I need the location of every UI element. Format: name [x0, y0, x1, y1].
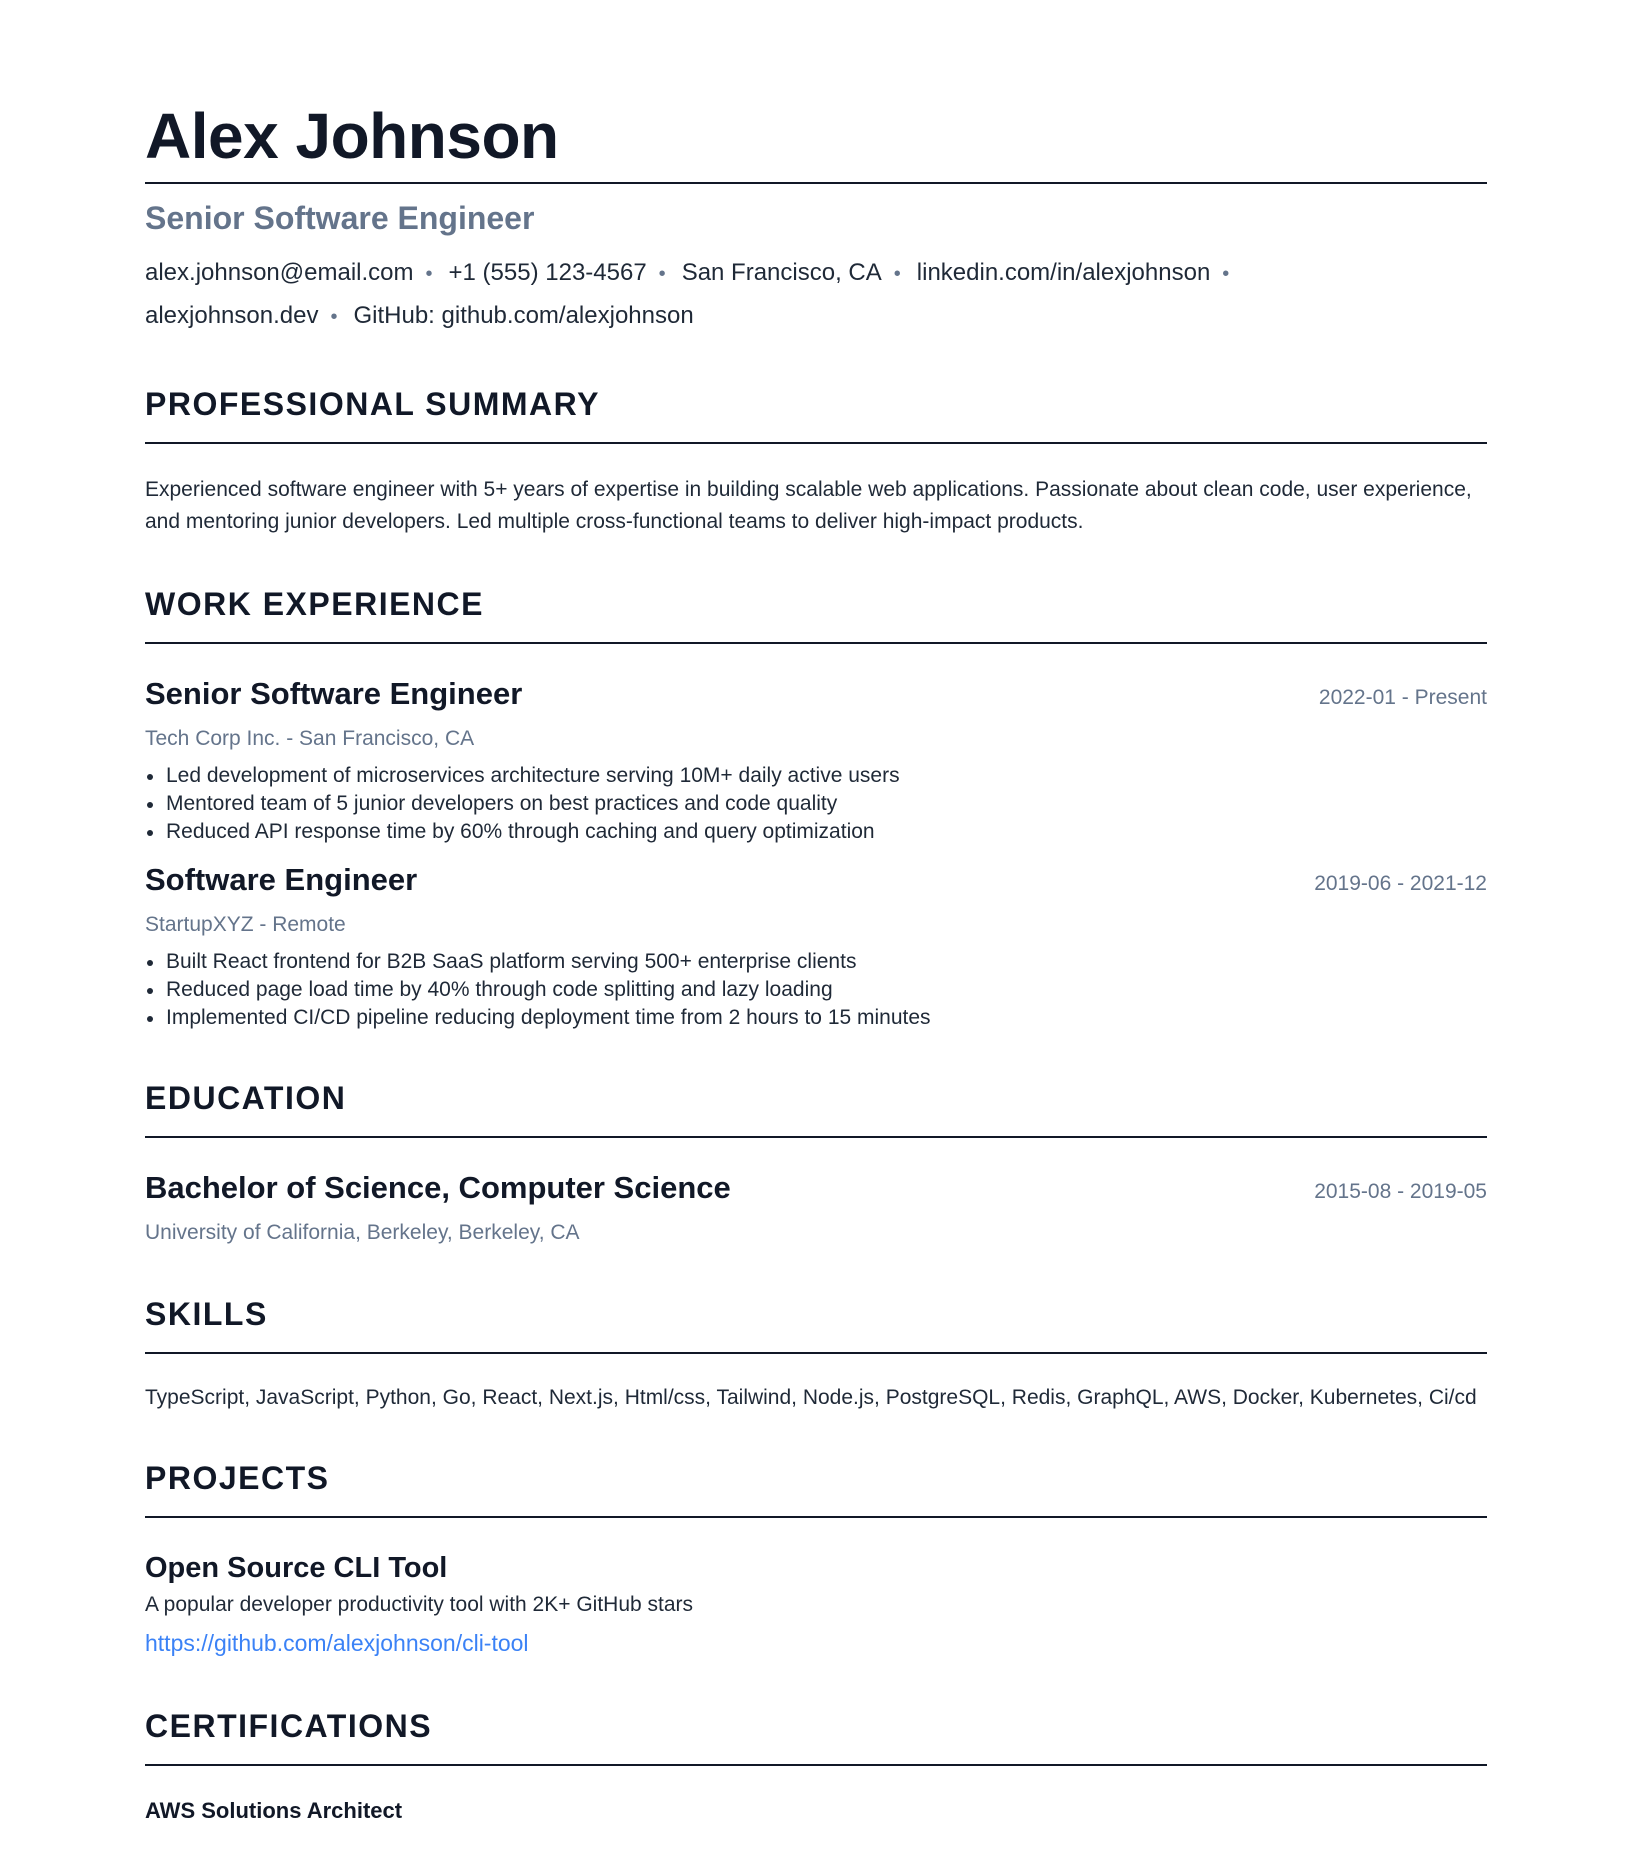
contact-separator: •	[658, 263, 666, 285]
summary-text: Experienced software engineer with 5+ years of expertise in building scalable web applications. Passionate about clean code, user experience, and mentoring junior developers. Led multiple cross-functional teams to deliver high-impact products.	[145, 478, 1472, 533]
projects-section	[145, 1458, 1487, 1660]
education-entry	[145, 1168, 1487, 1248]
section-heading: WORK EXPERIENCE	[145, 586, 484, 622]
candidate-name: Alex Johnson	[145, 100, 559, 172]
section-divider	[145, 1136, 1487, 1138]
certification-list	[145, 1796, 1487, 1826]
skills-text: TypeScript, JavaScript, Python, Go, React, Next.js, Html/css, Tailwind, Node.js, PostgreSQL, Redis, GraphQL, AWS, Docker, Kubernetes, Ci/cd	[145, 1386, 1477, 1409]
contact-email[interactable]: alex.johnson@email.com	[145, 259, 414, 286]
section-heading: PROJECTS	[145, 1460, 330, 1496]
project-description: A popular developer productivity tool with 2K+ GitHub stars	[145, 1593, 694, 1616]
contact-location: San Francisco, CA	[681, 259, 882, 286]
experience-entry	[145, 860, 1487, 1032]
summary-section	[145, 384, 1487, 538]
education-dates: 2015-08 - 2019-05	[1314, 1180, 1487, 1203]
experience-entry	[145, 674, 1487, 846]
entry-header	[145, 860, 1487, 904]
degree-name: Bachelor of Science, Computer Science	[145, 1170, 731, 1205]
bullet-item: Reduced page load time by 40% through code splitting and lazy loading	[145, 976, 1487, 1004]
job-dates: 2022-01 - Present	[1318, 686, 1487, 709]
section-divider	[145, 1764, 1487, 1766]
job-role: Software Engineer	[145, 862, 418, 897]
job-dates: 2019-06 - 2021-12	[1314, 872, 1487, 895]
contact-list	[145, 252, 1487, 338]
candidate-title: Senior Software Engineer	[145, 200, 535, 236]
school-name: University of California, Berkeley, Berkeley, CA	[145, 1221, 580, 1244]
contact-website[interactable]: alexjohnson.dev	[145, 302, 319, 329]
bullet-item: Led development of microservices architecture serving 10M+ daily active users	[145, 762, 1487, 790]
bullet-item: Built React frontend for B2B SaaS platform serving 500+ enterprise clients	[145, 948, 1487, 976]
section-divider	[145, 442, 1487, 444]
experience-section	[145, 584, 1487, 1032]
bullet-item: Reduced API response time by 60% through caching and query optimization	[145, 818, 1487, 846]
skills-section	[145, 1294, 1487, 1412]
contact-separator: •	[330, 306, 338, 328]
education-section	[145, 1078, 1487, 1248]
section-heading: SKILLS	[145, 1296, 268, 1332]
section-divider	[145, 1352, 1487, 1354]
education-list	[145, 1168, 1487, 1248]
certification-name: AWS Solutions Architect	[145, 1798, 403, 1823]
certifications-section	[145, 1706, 1487, 1826]
contact-separator: •	[425, 263, 433, 285]
bullet-item: Mentored team of 5 junior developers on best practices and code quality	[145, 790, 1487, 818]
section-heading: CERTIFICATIONS	[145, 1708, 433, 1744]
contact-separator: •	[893, 263, 901, 285]
experience-list	[145, 674, 1487, 1032]
job-role: Senior Software Engineer	[145, 676, 523, 711]
project-list	[145, 1548, 1487, 1660]
bullet-item: Implemented CI/CD pipeline reducing deployment time from 2 hours to 15 minutes	[145, 1004, 1487, 1032]
resume-header	[145, 96, 1487, 338]
contact-github[interactable]: GitHub: github.com/alexjohnson	[353, 302, 694, 329]
header-divider	[145, 182, 1487, 184]
project-link[interactable]: https://github.com/alexjohnson/cli-tool	[145, 1630, 529, 1656]
job-company: StartupXYZ - Remote	[145, 913, 346, 936]
job-bullets	[145, 948, 1487, 1032]
contact-phone[interactable]: +1 (555) 123-4567	[448, 259, 647, 286]
entry-header	[145, 1168, 1487, 1212]
contact-separator: •	[1222, 263, 1230, 285]
section-heading: EDUCATION	[145, 1080, 347, 1116]
section-divider	[145, 1516, 1487, 1518]
project-entry	[145, 1548, 1487, 1660]
entry-header	[145, 674, 1487, 718]
job-bullets	[145, 762, 1487, 846]
job-company: Tech Corp Inc. - San Francisco, CA	[145, 727, 475, 750]
contact-linkedin[interactable]: linkedin.com/in/alexjohnson	[916, 259, 1211, 286]
section-heading: PROFESSIONAL SUMMARY	[145, 386, 600, 422]
project-name: Open Source CLI Tool	[145, 1552, 448, 1584]
section-divider	[145, 642, 1487, 644]
